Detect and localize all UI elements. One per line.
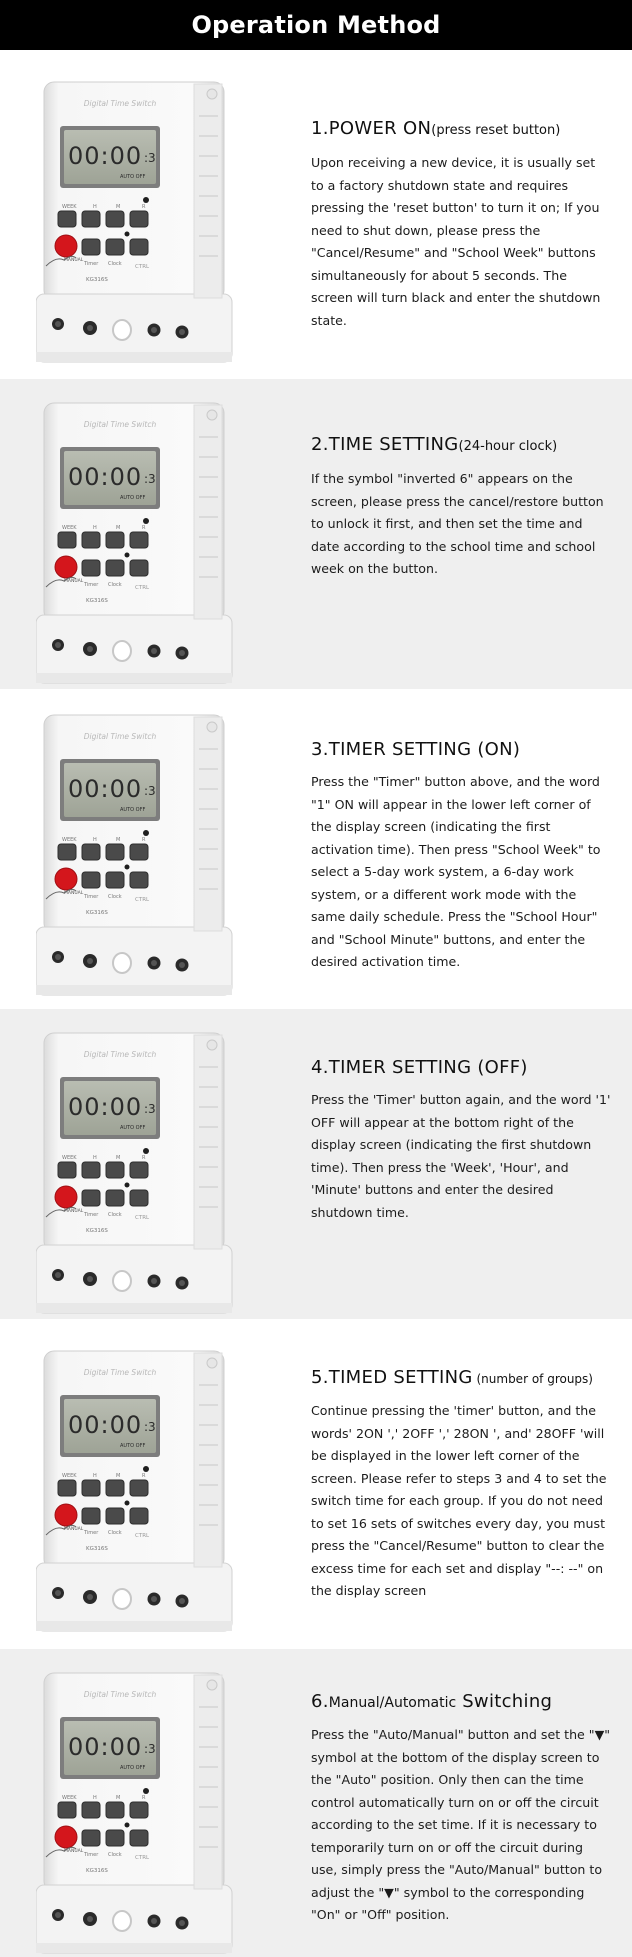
device-label-week: WEEK — [62, 1155, 77, 1161]
section-text — [311, 1055, 611, 1224]
device-brand-text: Digital Time Switch — [83, 1050, 157, 1059]
section-timer-off — [0, 1009, 632, 1319]
device-display-digits: 00:00 — [68, 1411, 143, 1439]
device-label-manual: MANUAL — [64, 1849, 84, 1854]
section-text — [311, 1689, 611, 1927]
section-text — [311, 116, 611, 332]
section-timer-on — [0, 689, 632, 1009]
device-display-status: AUTO OFF — [120, 174, 146, 180]
device-label-m: M — [116, 837, 121, 843]
device-label-manual: MANUAL — [64, 1527, 84, 1532]
section-title: 3.TIMER SETTING (ON) — [311, 739, 521, 760]
device-label-week: WEEK — [62, 204, 77, 210]
svg-text::3: :3 — [144, 1742, 156, 1756]
section-body: Press the "Timer" button above, and the word "1" ON will appear in the lower left corner of the display screen (indicating the first activation time). Then press "School Week" to select a 5-day work system, a 6-day work system, or a different work mode with the same daily schedule. Press the "School Hour" and "School Minute" buttons, and enter the desired activation time. — [311, 774, 601, 969]
device-display-digits: 00:00 — [68, 142, 143, 170]
device-brand-text: Digital Time Switch — [83, 420, 157, 429]
device-display-digits: 00:00 — [68, 463, 143, 491]
device-model: KG316S — [86, 1546, 108, 1552]
device-brand-text: Digital Time Switch — [83, 1690, 157, 1699]
device-display-digits: 00:00 — [68, 1093, 143, 1121]
device-label-clock: Clock — [108, 261, 122, 267]
device-model: KG316S — [86, 1228, 108, 1234]
svg-text::3: :3 — [144, 1420, 156, 1434]
device-label-r: R — [142, 1155, 146, 1161]
device-label-timer: Timer — [84, 1852, 99, 1858]
device-label-h: H — [93, 837, 97, 843]
time-switch-device-image — [36, 1027, 236, 1317]
device-label-week: WEEK — [62, 1795, 77, 1801]
device-model: KG316S — [86, 277, 108, 283]
device-label-r: R — [142, 525, 146, 531]
device-label-timer: Timer — [84, 1212, 99, 1218]
device-label-m: M — [116, 1795, 121, 1801]
device-label-h: H — [93, 1473, 97, 1479]
device-label-clock: Clock — [108, 894, 122, 900]
device-label-m: M — [116, 204, 121, 210]
device-model: KG316S — [86, 1868, 108, 1874]
device-label-ctrl: CTRL — [135, 1855, 150, 1861]
device-label-m: M — [116, 1155, 121, 1161]
device-image-slot — [36, 1345, 236, 1639]
device-display-status: AUTO OFF — [120, 1443, 146, 1449]
section-title: 6.Manual/Automatic Switching — [311, 1691, 553, 1712]
device-image-slot — [36, 397, 236, 689]
section-body: Upon receiving a new device, it is usually set to a factory shutdown state and requires pressing the 'reset button' to turn it on; If you need to shut down, please press the "Cancel/Resume" and "School Week" buttons simultaneously for about 5 seconds. The screen will turn black and enter the shutdown state. — [311, 155, 601, 328]
device-label-h: H — [93, 204, 97, 210]
svg-text::3: :3 — [144, 472, 156, 486]
device-label-r: R — [142, 1473, 146, 1479]
device-label-m: M — [116, 525, 121, 531]
device-brand-text: Digital Time Switch — [83, 1368, 157, 1377]
device-image-slot — [36, 1667, 236, 1957]
device-label-r: R — [142, 204, 146, 210]
device-brand-text: Digital Time Switch — [83, 99, 157, 108]
section-title: 5.TIMED SETTING (number of groups) — [311, 1367, 593, 1388]
device-label-timer: Timer — [84, 261, 99, 267]
device-label-h: H — [93, 1795, 97, 1801]
device-label-ctrl: CTRL — [135, 264, 150, 270]
device-label-ctrl: CTRL — [135, 897, 150, 903]
svg-text::3: :3 — [144, 151, 156, 165]
section-title: 1.POWER ON(press reset button) — [311, 118, 561, 139]
device-label-clock: Clock — [108, 1852, 122, 1858]
device-label-ctrl: CTRL — [135, 1215, 150, 1221]
device-display-status: AUTO OFF — [120, 495, 146, 501]
time-switch-device-image — [36, 1667, 236, 1957]
device-label-manual: MANUAL — [64, 579, 84, 584]
device-label-timer: Timer — [84, 582, 99, 588]
device-label-manual: MANUAL — [64, 258, 84, 263]
device-label-h: H — [93, 1155, 97, 1161]
section-manual-auto — [0, 1649, 632, 1957]
section-title: 4.TIMER SETTING (OFF) — [311, 1057, 528, 1078]
page-header — [0, 0, 632, 50]
device-label-week: WEEK — [62, 525, 77, 531]
section-text — [311, 737, 611, 974]
device-display-digits: 00:00 — [68, 775, 143, 803]
device-brand-text: Digital Time Switch — [83, 732, 157, 741]
device-image-slot — [36, 76, 236, 370]
device-label-r: R — [142, 837, 146, 843]
page-title: Operation Method — [191, 11, 441, 39]
section-timed-setting — [0, 1319, 632, 1649]
section-body: If the symbol "inverted 6" appears on the screen, please press the cancel/restore button to unlock it first, and then set the time and date according to the school time and school week on the button. — [311, 471, 604, 576]
device-model: KG316S — [86, 598, 108, 604]
device-image-slot — [36, 1027, 236, 1319]
device-label-timer: Timer — [84, 894, 99, 900]
device-label-clock: Clock — [108, 1212, 122, 1218]
device-label-week: WEEK — [62, 1473, 77, 1479]
device-label-ctrl: CTRL — [135, 1533, 150, 1539]
device-label-m: M — [116, 1473, 121, 1479]
svg-text::3: :3 — [144, 1102, 156, 1116]
device-display-status: AUTO OFF — [120, 1765, 146, 1771]
section-body: Continue pressing the 'timer' button, and the words' 2ON ',' 2OFF ',' 28ON ', and' 28OFF 'will be displayed in the lower left corner of the screen. Please refer to steps 3 and 4 to set the switch time for each group. If you do not need to set 16 sets of switches every day, you must press the "Cancel/Resume" button to clear the excess time for each set and display "--: --" on the display screen — [311, 1403, 607, 1598]
section-text — [311, 1365, 611, 1603]
device-model: KG316S — [86, 910, 108, 916]
section-body: Press the 'Timer' button again, and the word '1' OFF will appear at the bottom right of the display screen (indicating the first shutdown time). Then press the 'Week', 'Hour', and 'Minute' buttons and enter the desired shutdown time. — [311, 1092, 611, 1220]
device-display-digits: 00:00 — [68, 1733, 143, 1761]
device-label-r: R — [142, 1795, 146, 1801]
section-body: Press the "Auto/Manual" button and set the "▼" symbol at the bottom of the display screen to the "Auto" position. Only then can the time control automatically turn on or off the circuit according to the set time. If it is necessary to temporarily turn on or off the circuit during use, simply press the "Auto/Manual" button to adjust the "▼" symbol to the corresponding "On" or "Off" position. — [311, 1727, 611, 1922]
section-title: 2.TIME SETTING(24-hour clock) — [311, 434, 558, 455]
device-label-clock: Clock — [108, 1530, 122, 1536]
device-label-manual: MANUAL — [64, 1209, 84, 1214]
device-display-status: AUTO OFF — [120, 1125, 146, 1131]
device-label-timer: Timer — [84, 1530, 99, 1536]
time-switch-device-image — [36, 76, 236, 366]
time-switch-device-image — [36, 709, 236, 999]
device-label-manual: MANUAL — [64, 891, 84, 896]
time-switch-device-image — [36, 397, 236, 687]
device-label-clock: Clock — [108, 582, 122, 588]
section-power-on — [0, 50, 632, 379]
time-switch-device-image — [36, 1345, 236, 1635]
device-display-status: AUTO OFF — [120, 807, 146, 813]
device-label-week: WEEK — [62, 837, 77, 843]
svg-text::3: :3 — [144, 784, 156, 798]
device-label-h: H — [93, 525, 97, 531]
section-text — [311, 432, 611, 581]
section-time-setting — [0, 379, 632, 689]
device-label-ctrl: CTRL — [135, 585, 150, 591]
device-image-slot — [36, 709, 236, 1003]
